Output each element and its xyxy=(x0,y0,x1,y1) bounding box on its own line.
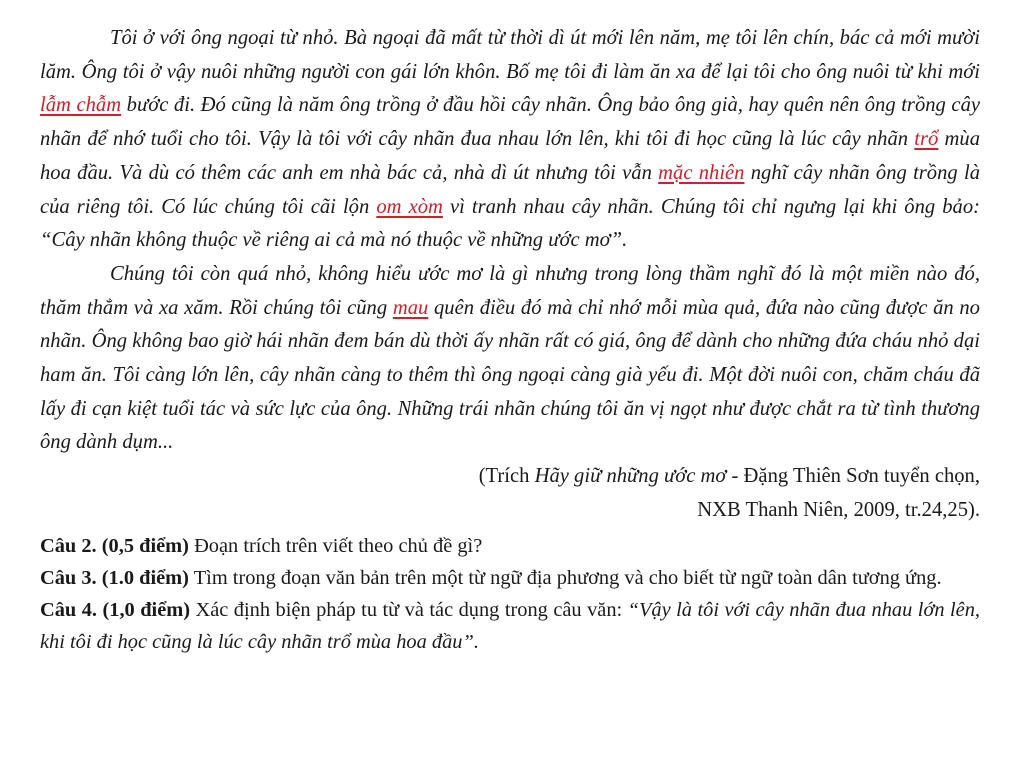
source-citation-line-1 xyxy=(40,460,980,494)
question-3 xyxy=(40,562,980,594)
text-segment: Chúng tôi còn quá nhỏ, không hiểu ước mơ là gì nhưng trong lòng thầm nghĩ đó là một miền nào đó, thăm thẳm và xa xăm. Rồi chúng tôi cũng xyxy=(40,262,980,319)
highlighted-word: mặc nhiên xyxy=(658,161,745,184)
text-segment: Tôi ở với ông ngoại từ nhỏ. Bà ngoại đã mất từ thời dì út mới lên năm, mẹ tôi lên chín, bác cả mới mười lăm. Ông tôi ở vậy nuôi những người con gái lớn khôn. Bố mẹ tôi đi làm ăn xa để lại tôi cho ông nuôi từ khi mới xyxy=(40,27,980,83)
source-citation-line-2: NXB Thanh Niên, 2009, tr.24,25). xyxy=(697,498,980,521)
question-quote: “Vậy là tôi với cây nhãn đua nhau lớn lên, khi tôi đi học cũng là lúc cây nhãn trổ mùa hoa đầu”. xyxy=(40,598,980,653)
source-prefix: (Trích xyxy=(478,465,535,488)
highlighted-word: mau xyxy=(392,296,429,319)
question-text: Tìm trong đoạn văn bản trên một từ ngữ địa phương và cho biết từ ngữ toàn dân tương ứng. xyxy=(188,566,942,589)
document-page xyxy=(40,22,980,658)
highlighted-word: lẫm chẫm xyxy=(40,94,122,117)
source-title: Hãy giữ những ước mơ xyxy=(534,465,727,488)
text-segment: bước đi. Đó cũng là năm ông trồng ở đầu hồi cây nhãn. Ông bảo ông già, hay quên nên ông trồng cây nhãn để nhớ tuổi cho tôi. Vậy là tôi với cây nhãn đua nhau lớn lên, khi tôi đi học cũng là lúc cây nhãn xyxy=(40,94,980,151)
question-label: Câu 3. (1.0 điểm) xyxy=(40,566,189,589)
question-text: Đoạn trích trên viết theo chủ đề gì? xyxy=(188,534,483,557)
passage-paragraph-1 xyxy=(40,22,980,258)
question-label: Câu 2. (0,5 điểm) xyxy=(40,534,189,557)
highlighted-word: trổ xyxy=(914,128,939,151)
text-segment: nghĩ cây nhãn ông trồng là của riêng tôi. Có lúc chúng tôi cãi lộn xyxy=(40,161,980,218)
source-suffix: - Đặng Thiên Sơn tuyển chọn, xyxy=(726,465,980,488)
question-text: Xác định biện pháp tu từ và tác dụng trong câu văn: xyxy=(190,598,628,621)
passage-paragraph-2 xyxy=(40,258,980,460)
text-segment: vì tranh nhau cây nhãn. Chúng tôi chỉ ngưng lại khi ông bảo: “Cây nhãn không thuộc về riêng ai cả mà nó thuộc về những ước mơ”. xyxy=(40,195,980,252)
highlighted-word: om xòm xyxy=(376,195,443,218)
question-4 xyxy=(40,594,980,658)
question-label: Câu 4. (1,0 điểm) xyxy=(40,598,191,621)
text-segment: mùa hoa đầu. Và dù có thêm các anh em nhà bác cả, nhà dì út nhưng tôi vẫn xyxy=(40,128,980,184)
text-segment: quên điều đó mà chỉ nhớ mỗi mùa quả, đứa nào cũng được ăn no nhãn. Ông không bao giờ hái nhãn đem bán dù thời ấy nhãn rất có giá, ông để dành cho những đứa cháu nhỏ dại ham ăn. Tôi càng lớn lên, cây nhãn càng to thêm thì ông ngoại càng già yếu đi. Một đời nuôi con, chăm cháu đã lấy đi cạn kiệt tuổi tác và sức lực của ông. Những trái nhãn chúng tôi ăn vị ngọt như được chắt ra từ tình thương ông dành dụm... xyxy=(40,296,980,454)
question-2 xyxy=(40,530,980,562)
